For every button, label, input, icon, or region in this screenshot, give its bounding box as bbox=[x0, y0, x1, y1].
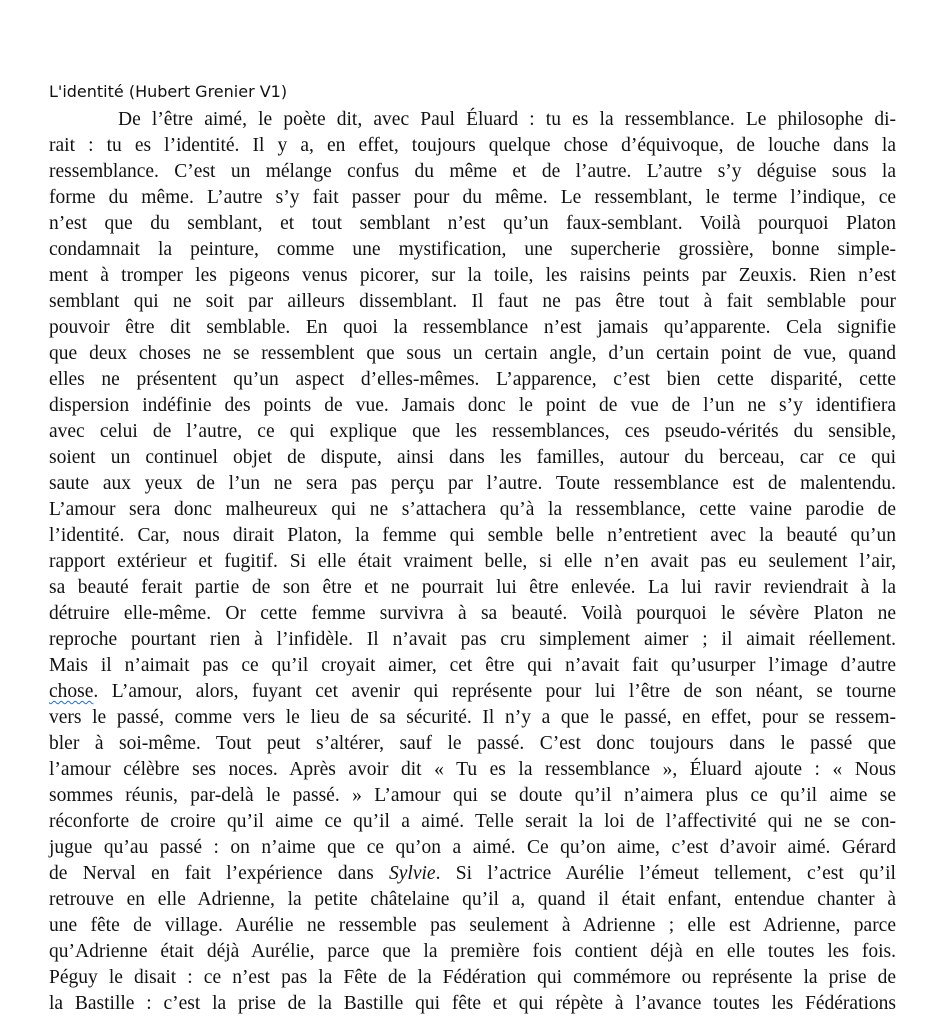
text-line: sommes réunis, par-delà le passé. » L’amour qui se doute qu’il n’aimera plus ce qu’il aime se bbox=[49, 785, 896, 806]
text-line: retrouve en elle Adrienne, la petite châtelaine qu’il a, quand il était enfant, entendue chanter à bbox=[49, 889, 896, 910]
text-line: rait : tu es l’identité. Il y a, en effet, toujours quelque chose d’équivoque, de louche dans la bbox=[49, 135, 896, 156]
text-line: avec celui de l’autre, ce qui explique que les ressemblances, ces pseudo-vérités du sensible, bbox=[49, 421, 896, 442]
text-line: semblant qui ne soit par ailleurs dissemblant. Il faut ne pas être tout à fait semblable pour bbox=[49, 291, 896, 312]
paragraph bbox=[49, 107, 896, 1017]
text-line: ment à tromper les pigeons venus picorer, sur la toile, les raisins peints par Zeuxis. Rien n’est bbox=[49, 265, 896, 286]
text-line: qu’Adrienne était déjà Aurélie, parce que la première fois contient déjà en elle toutes les fois. bbox=[49, 941, 896, 962]
text-line: saute aux yeux de l’un ne sera pas perçu par l’autre. Toute ressemblance est de malentendu. bbox=[49, 473, 896, 494]
text-line bbox=[49, 679, 896, 705]
text-line: vers le passé, comme vers le lieu de sa sécurité. Il n’y a que le passé, en effet, pour se ressem- bbox=[49, 707, 896, 728]
text-line: la Bastille : c’est la prise de la Bastille qui fête et qui répète à l’avance toutes les Fédérations bbox=[49, 993, 896, 1014]
text-line: ressemblance. C’est un mélange confus du même et de l’autre. L’autre s’y déguise sous la bbox=[49, 161, 896, 182]
document-heading: L'identité (Hubert Grenier V1) bbox=[49, 82, 288, 101]
text-line: réconforte de croire qu’il aime ce qu’il a aimé. Telle serait la loi de l’affectivité qui ne se con- bbox=[49, 811, 896, 832]
text-segment: . Si l’actrice Aurélie l’émeut tellement, c’est qu’il bbox=[435, 863, 896, 884]
text-line: l’identité. Car, nous dirait Platon, la femme qui semble belle n’entretient avec la beauté qu’un bbox=[49, 525, 896, 546]
text-line: pouvoir être dit semblable. En quoi la ressemblance n’est jamais qu’apparente. Cela signifie bbox=[49, 317, 896, 338]
text-line: une fête de village. Aurélie ne ressemble pas seulement à Adrienne ; elle est Adrienne, parce bbox=[49, 915, 896, 936]
text-line bbox=[49, 861, 896, 887]
text-line: Péguy le disait : ce n’est pas la Fête de la Fédération qui commémore ou représente la prise de bbox=[49, 967, 896, 988]
text-line: Mais il n’aimait pas ce qu’il croyait aimer, cet être qui n’avait fait qu’usurper l’image d’autre bbox=[49, 655, 896, 676]
text-segment: de Nerval en fait l’expérience dans bbox=[49, 863, 389, 884]
text-line: détruire elle-même. Or cette femme survivra à sa beauté. Voilà pourquoi le sévère Platon ne bbox=[49, 603, 896, 624]
text-line: elles ne présentent qu’un aspect d’elles-mêmes. L’apparence, c’est bien cette disparité, cette bbox=[49, 369, 896, 390]
text-line: bler à soi-même. Tout peut s’altérer, sauf le passé. C’est donc toujours dans le passé que bbox=[49, 733, 896, 754]
text-line: que deux choses ne se ressemblent que sous un certain angle, d’un certain point de vue, quand bbox=[49, 343, 896, 364]
text-line: reproche pourtant rien à l’infidèle. Il n’avait pas cru simplement aimer ; il aimait réellement. bbox=[49, 629, 896, 650]
text-line: sa beauté ferait partie de son être et ne pourrait lui être enlevée. La lui ravir reviendrait à la bbox=[49, 577, 896, 598]
text-line: De l’être aimé, le poète dit, avec Paul Éluard : tu es la ressemblance. Le philosophe di- bbox=[118, 109, 896, 130]
text-line: l’amour célèbre ses noces. Après avoir dit « Tu es la ressemblance », Éluard ajoute : « Nous bbox=[49, 759, 896, 780]
text-line: n’est que du semblant, et tout semblant n’est qu’un faux-semblant. Voilà pourquoi Platon bbox=[49, 213, 896, 234]
text-line: L’amour sera donc malheureux qui ne s’attachera qu’à la ressemblance, cette vaine parodie de bbox=[49, 499, 896, 520]
text-segment: . L’amour, alors, fuyant cet avenir qui représente pour lui l’être de son néant, se tourne bbox=[93, 681, 896, 702]
text-line: forme du même. L’autre s’y fait passer pour du même. Le ressemblant, le terme l’indique, ce bbox=[49, 187, 896, 208]
book-title: Sylvie bbox=[389, 863, 436, 884]
text-line: dispersion indéfinie des points de vue. Jamais donc le point de vue de l’un ne s’y identifiera bbox=[49, 395, 896, 416]
text-line: rapport extérieur et fugitif. Si elle était vraiment belle, si elle n’en avait pas eu seulement l’air, bbox=[49, 551, 896, 572]
text-line: soient un continuel objet de dispute, ainsi dans les familles, autour du berceau, car ce qui bbox=[49, 447, 896, 468]
text-line: condamnait la peinture, comme une mystification, une supercherie grossière, bonne simple- bbox=[49, 239, 896, 260]
spellcheck-flagged-word[interactable]: chose bbox=[49, 681, 94, 702]
text-line: jugue qu’au passé : on n’aime que ce qu’on a aimé. Ce qu’on aime, c’est d’avoir aimé. Gérard bbox=[49, 837, 896, 858]
